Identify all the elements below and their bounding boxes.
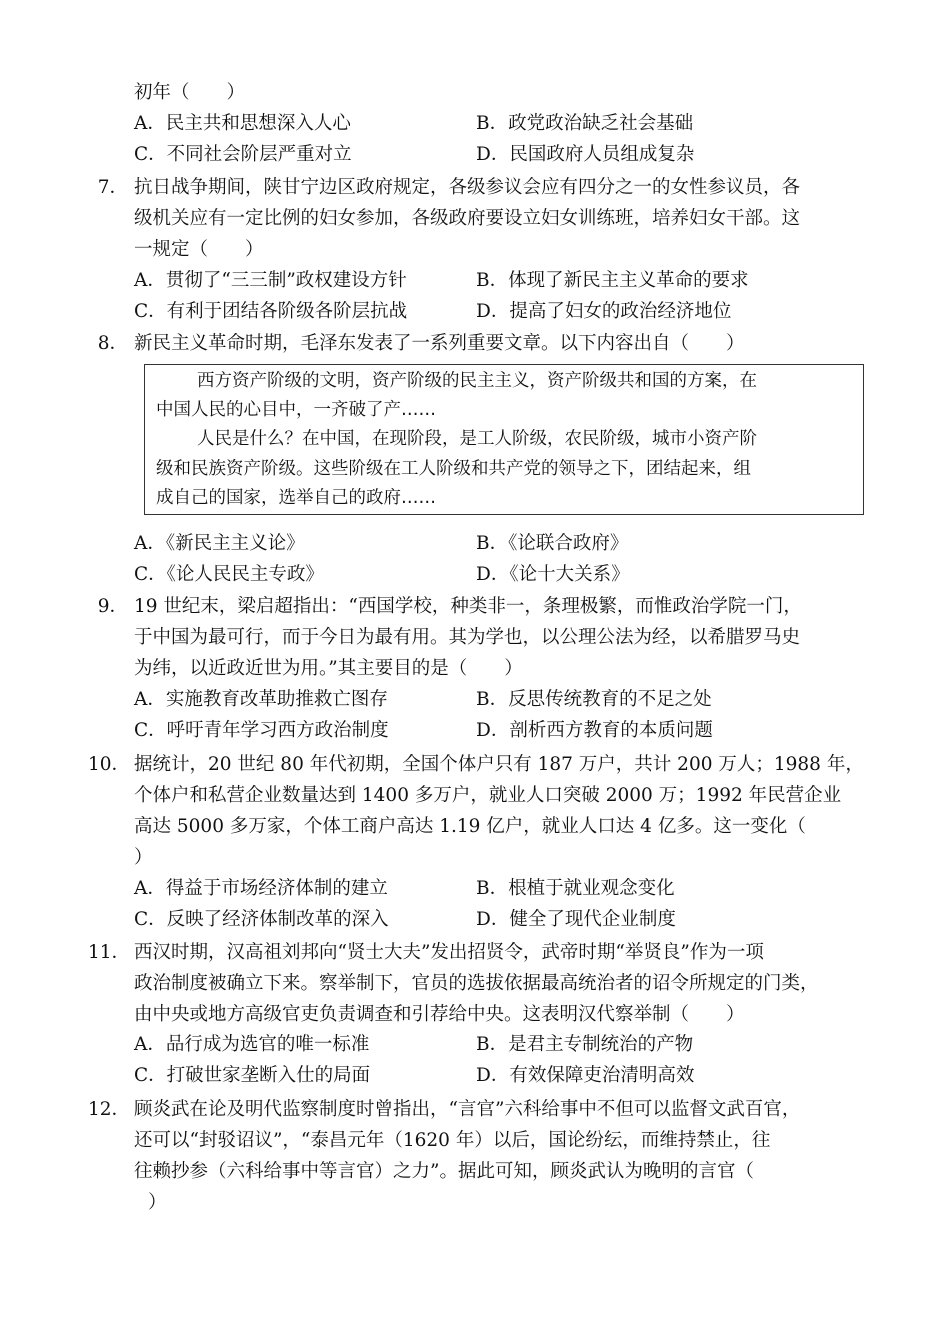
option-a: A．贯彻了“三三制”政权建设方针 bbox=[134, 270, 407, 291]
option-b: B．体现了新民主主义革命的要求 bbox=[476, 270, 749, 291]
stem-line: 据统计，20 世纪 80 年代初期，全国个体户只有 187 万户，共计 200 万人；1988 年， bbox=[134, 754, 864, 775]
option-b: B．《论联合政府》 bbox=[476, 533, 629, 554]
option-a: A．实施教育改革助推救亡图存 bbox=[134, 689, 388, 710]
stem-line: 初年（ ） bbox=[134, 82, 246, 103]
question-number: 10． bbox=[88, 754, 131, 775]
question-number: 12． bbox=[88, 1099, 131, 1120]
quote-line: 级和民族资产阶级。这些阶级在工人阶级和共产党的领导之下，团结起来，组 bbox=[156, 459, 751, 479]
stem-line: ） bbox=[134, 847, 153, 868]
stem-line: 高达 5000 多万家，个体工商户高达 1.19 亿户，就业人口达 4 亿多。这一变化（ bbox=[134, 816, 806, 837]
question-number: 7． bbox=[97, 177, 128, 198]
quote-line: 中国人民的心目中，一齐破了产…… bbox=[156, 400, 436, 420]
option-a: A．民主共和思想深入人心 bbox=[134, 113, 351, 134]
stem-line: 政治制度被确立下来。察举制下，官员的选拔依据最高统治者的诏令所规定的门类， bbox=[134, 973, 819, 994]
option-b: B．根植于就业观念变化 bbox=[476, 878, 675, 899]
option-c: C．打破世家垄断入仕的局面 bbox=[134, 1065, 371, 1086]
stem-line: 个体户和私营企业数量达到 1400 多万户，就业人口突破 2000 万；1992 年民营企业 bbox=[134, 785, 842, 806]
option-b: B．反思传统教育的不足之处 bbox=[476, 689, 712, 710]
option-c: C．不同社会阶层严重对立 bbox=[134, 144, 352, 165]
option-d: D．健全了现代企业制度 bbox=[476, 909, 676, 930]
option-a: A．《新民主主义论》 bbox=[134, 533, 305, 554]
stem-line: 还可以“封驳诏议”，“泰昌元年（1620 年）以后，国论纷纭，而维持禁止，往 bbox=[134, 1130, 771, 1151]
option-d: D．民国政府人员组成复杂 bbox=[476, 144, 695, 165]
stem-line: 顾炎武在论及明代监察制度时曾指出，“言官”六科给事中不但可以监督文武百官， bbox=[134, 1099, 801, 1120]
stem-line: 级机关应有一定比例的妇女参加，各级政府要设立妇女训练班，培养妇女干部。这 bbox=[134, 208, 801, 229]
quote-line: 人民是什么？在中国，在现阶段，是工人阶级，农民阶级，城市小资产阶 bbox=[197, 429, 757, 449]
question-number: 11． bbox=[88, 942, 131, 963]
option-d: D．《论十大关系》 bbox=[476, 564, 630, 585]
option-d: D．有效保障吏治清明高效 bbox=[476, 1065, 695, 1086]
option-d: D．提高了妇女的政治经济地位 bbox=[476, 301, 732, 322]
option-b: B．是君主专制统治的产物 bbox=[476, 1034, 694, 1055]
stem-line: 西汉时期，汉高祖刘邦向“贤士大夫”发出招贤令，武帝时期“举贤良”作为一项 bbox=[134, 942, 764, 963]
quote-line: 成自己的国家，选举自己的政府…… bbox=[156, 488, 436, 508]
quote-line: 西方资产阶级的文明，资产阶级的民主主义，资产阶级共和国的方案，在 bbox=[197, 371, 757, 391]
option-d: D．剖析西方教育的本质问题 bbox=[476, 720, 713, 741]
stem-line: 新民主义革命时期，毛泽东发表了一系列重要文章。以下内容出自（ ） bbox=[134, 333, 745, 354]
option-a: A．品行成为选官的唯一标准 bbox=[134, 1034, 370, 1055]
option-c: C．有利于团结各阶级各阶层抗战 bbox=[134, 301, 408, 322]
question-number: 8． bbox=[97, 333, 128, 354]
option-c: C．反映了经济体制改革的深入 bbox=[134, 909, 389, 930]
stem-line: 于中国为最可行，而于今日为最有用。其为学也，以公理公法为经，以希腊罗马史 bbox=[134, 627, 801, 648]
stem-line: 抗日战争期间，陕甘宁边区政府规定，各级参议会应有四分之一的女性参议员，各 bbox=[134, 177, 801, 198]
option-a: A．得益于市场经济体制的建立 bbox=[134, 878, 388, 899]
stem-line: 往赖抄参（六科给事中等言官）之力”。据此可知，顾炎武认为晚明的言官（ bbox=[134, 1161, 754, 1182]
stem-line: 为纬，以近政近世为用。”其主要目的是（ ） bbox=[134, 658, 523, 679]
stem-line: ） bbox=[148, 1192, 167, 1213]
stem-line: 一规定（ ） bbox=[134, 239, 264, 260]
stem-line: 19 世纪末，梁启超指出：“西国学校，种类非一，条理极繁，而惟政治学院一门， bbox=[134, 596, 802, 617]
option-b: B．政党政治缺乏社会基础 bbox=[476, 113, 694, 134]
stem-line: 由中央或地方高级官吏负责调查和引荐给中央。这表明汉代察举制（ ） bbox=[134, 1004, 745, 1025]
question-number: 9． bbox=[97, 596, 128, 617]
option-c: C．《论人民民主专政》 bbox=[134, 564, 324, 585]
option-c: C．呼吁青年学习西方政治制度 bbox=[134, 720, 389, 741]
